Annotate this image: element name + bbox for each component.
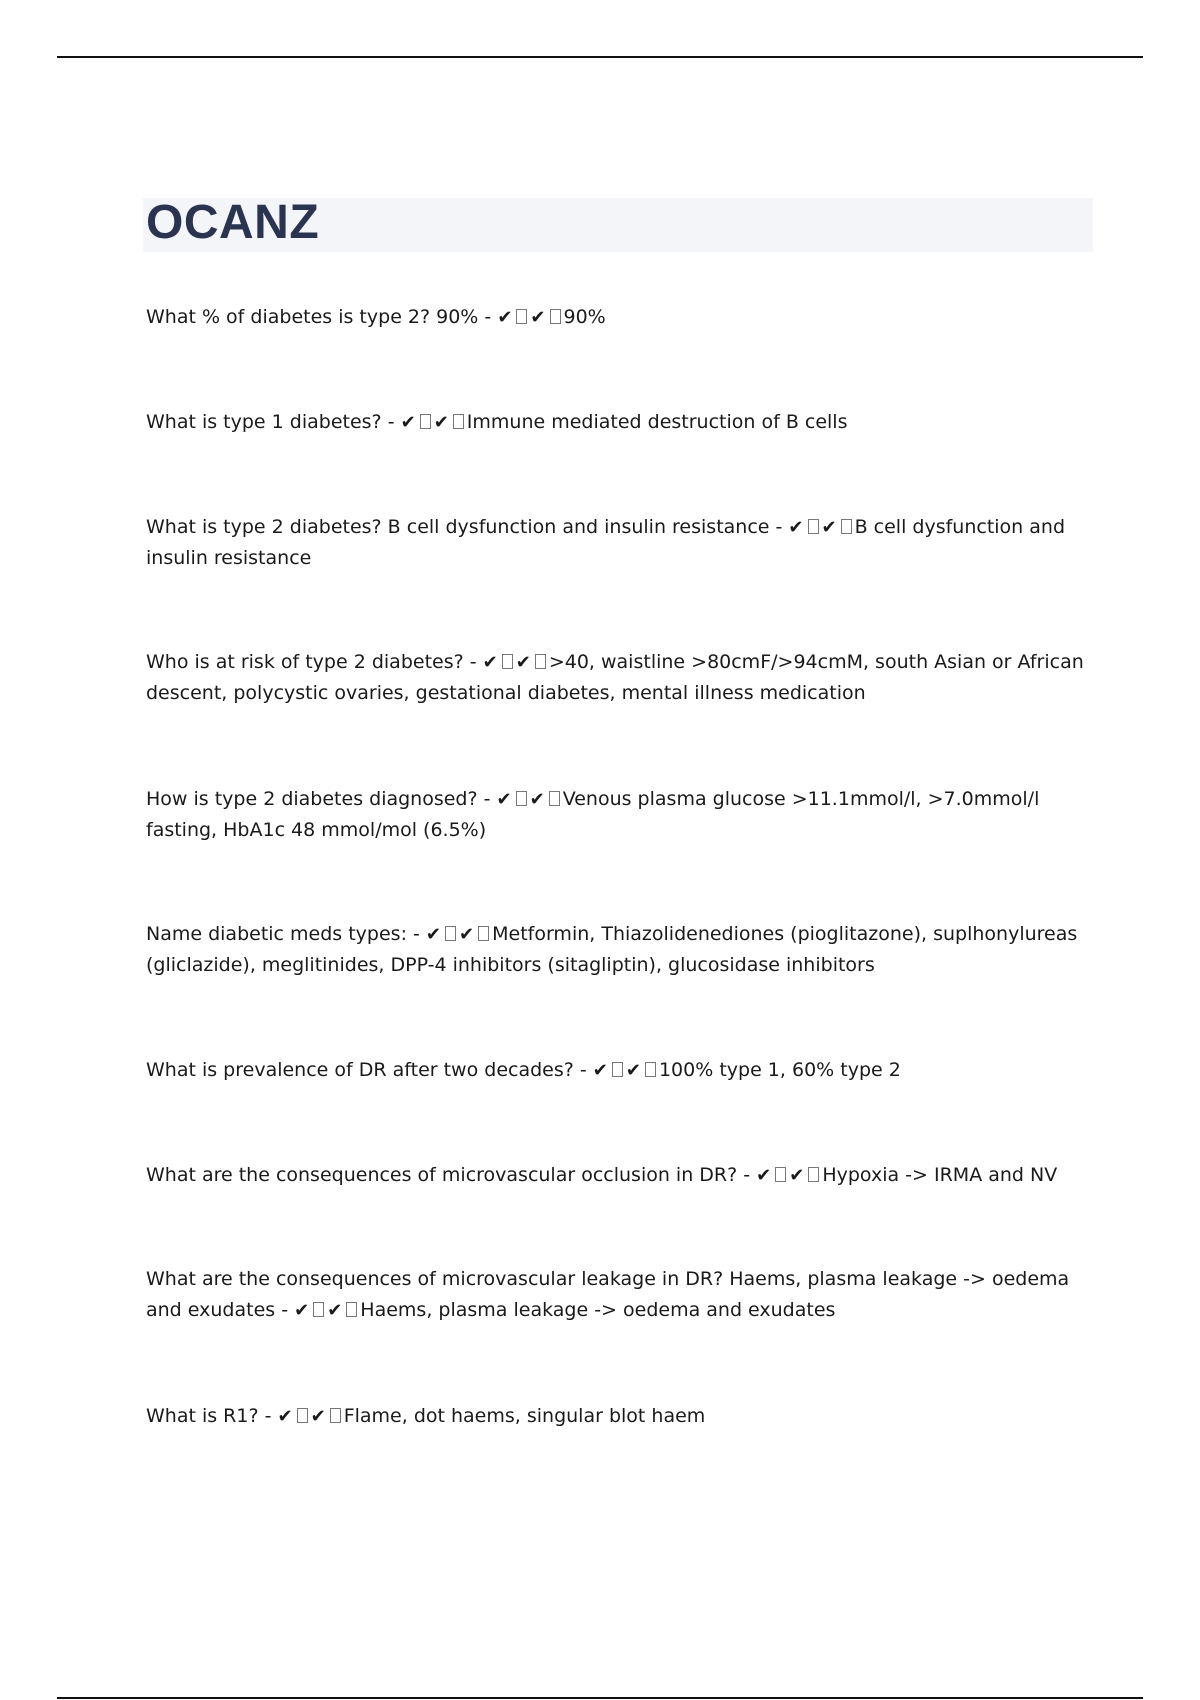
top-rule [57,56,1143,58]
answer-text: Venous plasma glucose >11.1mmol/l, >7.0mmol/l fasting, HbA1c 48 mmol/mol (6.5%) [146,788,1040,841]
missing-glyph-icon [550,309,561,324]
missing-glyph-icon [297,1408,308,1423]
qa-item-5: How is type 2 diabetes diagnosed? - ✔ ✔ Venous plasma glucose >11.1mmol/l, >7.0mmol/l fasting, HbA1c 48 mmol/mol (6.5%) [146,788,1040,841]
missing-glyph-icon [841,519,852,534]
answer-text: Hypoxia -> IRMA and NV [822,1164,1058,1186]
answer-text: 90% [563,306,606,328]
missing-glyph-icon [549,791,560,806]
missing-glyph-icon [502,654,513,669]
question-text: What % of diabetes is type 2? 90% [146,306,479,328]
check-icon: ✔ [592,1060,608,1081]
check-icon: ✔ [459,924,475,945]
check-icon: ✔ [789,1165,805,1186]
missing-glyph-icon [453,414,464,429]
question-text: Name diabetic meds types: [146,923,407,945]
answer-text: Immune mediated destruction of B cells [466,411,848,433]
answer-text: >40, waistline >80cmF/>94cmM, south Asian or African descent, polycystic ovaries, gestational diabetes, mental illness medication [146,651,1084,704]
qa-item-8: What are the consequences of microvascular occlusion in DR? - ✔ ✔ Hypoxia -> IRMA and NV [146,1164,1058,1186]
missing-glyph-icon [775,1167,786,1182]
question-text: What is type 2 diabetes? B cell dysfunction and insulin resistance [146,516,770,538]
missing-glyph-icon [445,926,456,941]
question-text: What is R1? [146,1405,259,1427]
qa-item-10: What is R1? - ✔ ✔ Flame, dot haems, singular blot haem [146,1405,706,1427]
qa-item-1: What % of diabetes is type 2? 90% - ✔ ✔ 90% [146,306,606,328]
check-icon: ✔ [277,1406,293,1427]
missing-glyph-icon [516,791,527,806]
bottom-rule [57,1697,1143,1699]
check-icon: ✔ [515,652,531,673]
missing-glyph-icon [645,1062,656,1077]
answer-text: Haems, plasma leakage -> oedema and exudates [360,1299,836,1321]
check-icon: ✔ [294,1300,310,1321]
missing-glyph-icon [478,926,489,941]
check-icon: ✔ [496,789,512,810]
question-text: What is prevalence of DR after two decades? [146,1059,574,1081]
answer-text: Flame, dot haems, singular blot haem [343,1405,706,1427]
check-icon: ✔ [529,789,545,810]
qa-item-3: What is type 2 diabetes? B cell dysfunction and insulin resistance - ✔ ✔ B cell dysfunction and insulin resistance [146,516,1066,569]
missing-glyph-icon [808,1167,819,1182]
check-icon: ✔ [788,517,804,538]
check-icon: ✔ [625,1060,641,1081]
question-text: What are the consequences of microvascular occlusion in DR? [146,1164,738,1186]
missing-glyph-icon [808,519,819,534]
question-text: What are the consequences of microvascular leakage in DR? Haems, plasma leakage -> oedema and exudates [146,1268,1070,1321]
page-title: OCANZ [146,196,320,249]
missing-glyph-icon [535,654,546,669]
check-icon: ✔ [530,307,546,328]
answer-text: B cell dysfunction and insulin resistance [146,516,1066,569]
check-icon: ✔ [821,517,837,538]
missing-glyph-icon [346,1302,357,1317]
answer-text: Metformin, Thiazolidenediones (pioglitazone), suplhonylureas (gliclazide), meglitinides, DPP-4 inhibitors (sitagliptin), glucosidase inhibitors [146,923,1078,976]
missing-glyph-icon [313,1302,324,1317]
answer-text: 100% type 1, 60% type 2 [658,1059,901,1081]
qa-item-6: Name diabetic meds types: - ✔ ✔ Metformin, Thiazolidenediones (pioglitazone), suplhonylureas (gliclazide), meglitinides, DPP-4 inhibitors (sitagliptin), glucosidase inhibitors [146,923,1078,976]
question-text: How is type 2 diabetes diagnosed? [146,788,478,810]
qa-item-2: What is type 1 diabetes? - ✔ ✔ Immune mediated destruction of B cells [146,411,848,433]
missing-glyph-icon [516,309,527,324]
qa-item-9: What are the consequences of microvascular leakage in DR? Haems, plasma leakage -> oedema and exudates - ✔ ✔ Haems, plasma leakage -> oedema and exudates [146,1268,1070,1321]
check-icon: ✔ [425,924,442,945]
missing-glyph-icon [612,1062,623,1077]
check-icon: ✔ [497,307,513,328]
check-icon: ✔ [327,1300,343,1321]
qa-item-7: What is prevalence of DR after two decades? - ✔ ✔ 100% type 1, 60% type 2 [146,1059,901,1081]
qa-item-4: Who is at risk of type 2 diabetes? - ✔ ✔ >40, waistline >80cmF/>94cmM, south Asian or African descent, polycystic ovaries, gestational diabetes, mental illness medication [146,651,1084,704]
question-text: What is type 1 diabetes? [146,411,382,433]
missing-glyph-icon [330,1408,341,1423]
check-icon: ✔ [310,1406,326,1427]
check-icon: ✔ [482,652,498,673]
check-icon: ✔ [756,1165,772,1186]
missing-glyph-icon [420,414,431,429]
question-text: Who is at risk of type 2 diabetes? [146,651,464,673]
check-icon: ✔ [400,412,416,433]
check-icon: ✔ [433,412,449,433]
